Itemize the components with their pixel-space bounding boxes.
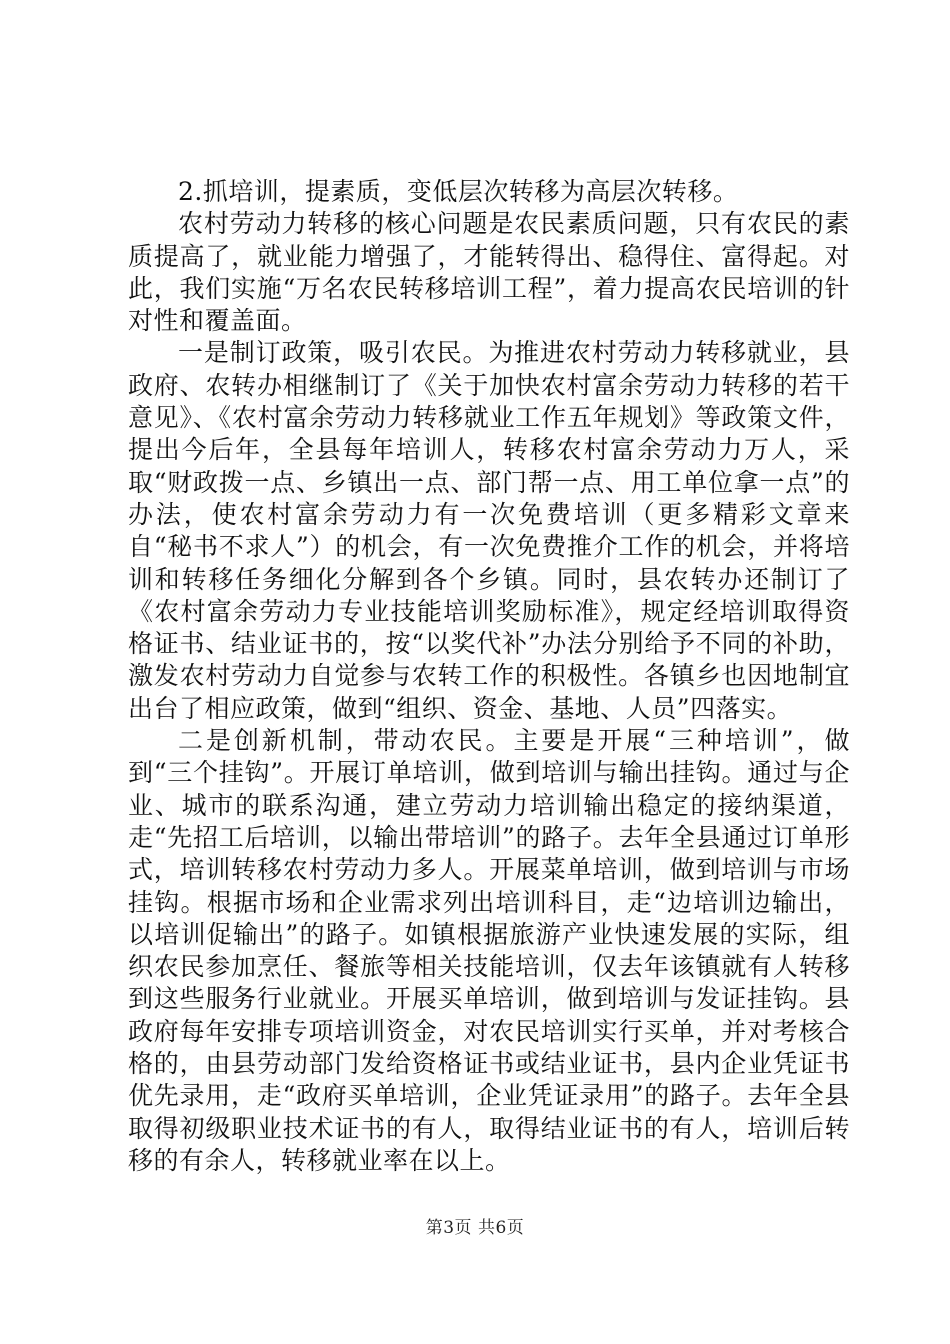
body-paragraph-policy: 一是制订政策，吸引农民。为推进农村劳动力转移就业，县政府、农转办相继制订了《关于加快农村富余劳动力转移的若干意见》、《农村富余劳动力转移就业工作五年规划》等政策文件，提出今后年，全县每年培训人，转移农村富余劳动力万人，采取“财政拨一点、乡镇出一点、部门帮一点、用工单位拿一点”的办法，使农村富余劳动力有一次免费培训（更多精彩文章来自“秘书不求人”）的机会，有一次免费推介工作的机会，并将培训和转移任务细化分解到各个乡镇。同时，县农转办还制订了《农村富余劳动力专业技能培训奖励标准》，规定经培训取得资格证书、结业证书的，按“以奖代补”办法分别给予不同的补助，激发农村劳动力自觉参与农转工作的积极性。各镇乡也因地制宜出台了相应政策，做到“组织、资金、基地、人员”四落实。 xyxy=(128,338,850,723)
section-heading: 2.抓培训，提素质，变低层次转移为高层次转移。 xyxy=(178,177,739,206)
body-paragraph-mechanism: 二是创新机制，带动农民。主要是开展“三种培训”，做到“三个挂钩”。开展订单培训，做到培训与输出挂钩。通过与企业、城市的联系沟通，建立劳动力培训输出稳定的接纳渠道，走“先招工后培训，以输出带培训”的路子。去年全县通过订单形式，培训转移农村劳动力多人。开展菜单培训，做到培训与市场挂钩。根据市场和企业需求列出培训科目，走“边培训边输出，以培训促输出”的路子。如镇根据旅游产业快速发展的实际，组织农民参加烹任、餐旅等相关技能培训，仅去年该镇就有人转移到这些服务行业就业。开展买单培训，做到培训与发证挂钩。县政府每年安排专项培训资金，对农民培训实行买单，并对考核合格的，由县劳动部门发给资格证书或结业证书，县内企业凭证书优先录用，走“政府买单培训，企业凭证录用”的路子。去年全县取得初级职业技术证书的有人，取得结业证书的有人，培训后转移的有余人，转移就业率在以上。 xyxy=(128,726,850,1175)
page-number-footer: 第3页 共6页 xyxy=(425,1218,525,1238)
document-body xyxy=(128,176,850,1177)
body-paragraph-intro: 农村劳动力转移的核心问题是农民素质问题，只有农民的素质提高了，就业能力增强了，才能转得出、稳得住、富得起。对此，我们实施“万名农民转移培训工程”，着力提高农民培训的针对性和覆盖面。 xyxy=(128,209,850,336)
